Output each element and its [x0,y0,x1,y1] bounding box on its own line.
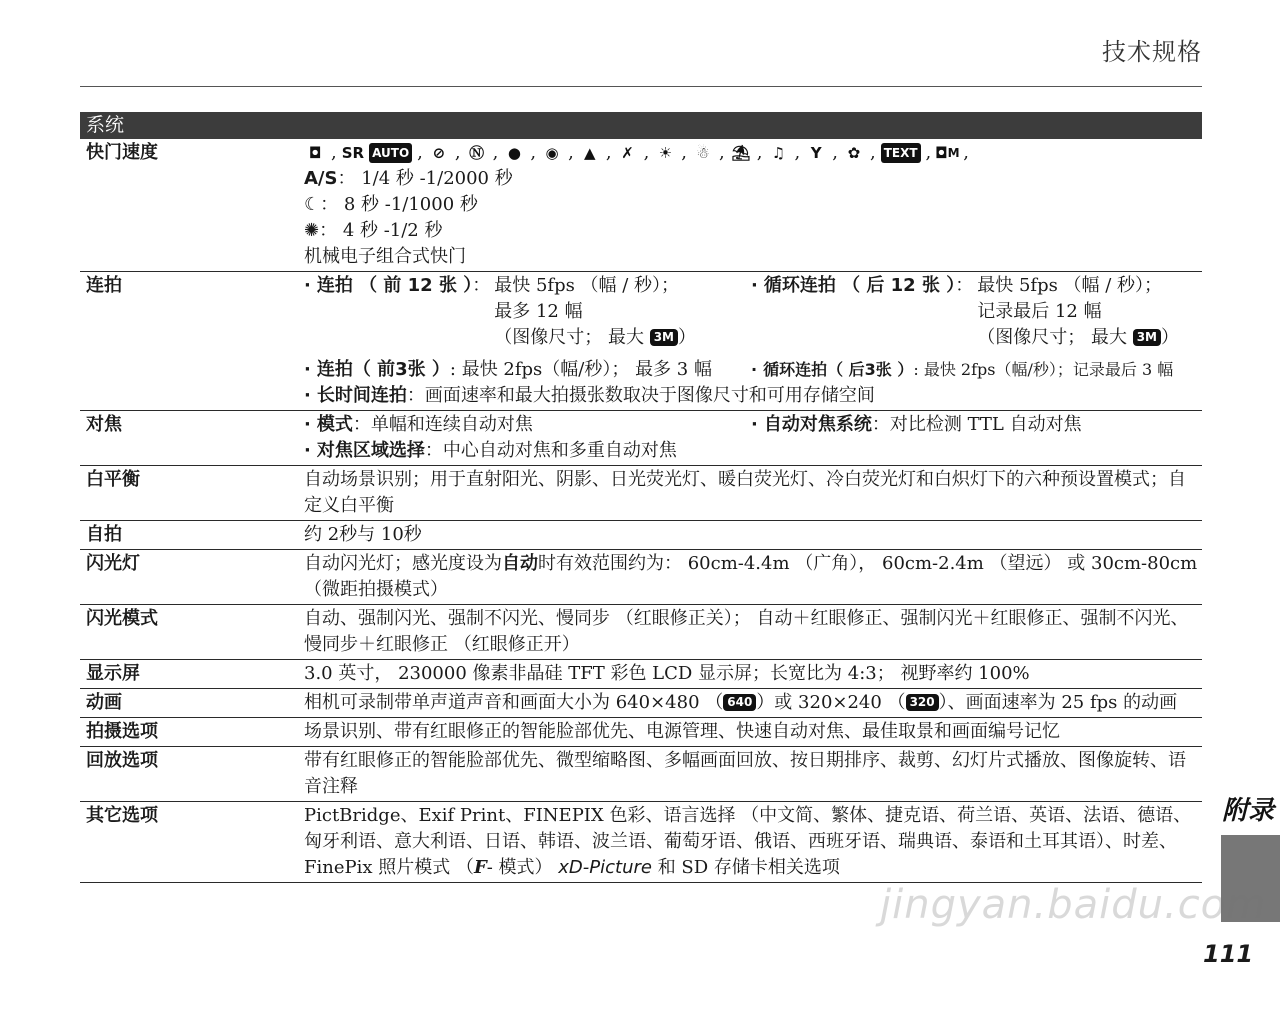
no-flash-icon: ⊘ [432,144,446,162]
header-rule [80,86,1202,87]
spec-value: · 模式：单幅和连续自动对焦 · 自动对焦系统：对比检测 TTL 自动对焦 · 对焦区域选择：中心自动对焦和多重自动对焦 [304,414,1082,461]
beach-icon: ⛱ [731,144,751,162]
spec-row-self-timer [80,521,1202,550]
continuous-e-label: 长时间连拍 [316,385,407,406]
continuous-c-label: 连拍（ 前3张 ） [316,359,450,380]
320-size-icon: 320 [906,694,939,711]
spec-label: 其它选项 [86,805,158,826]
spec-row-flash [80,550,1202,605]
spec-label: 快门速度 [86,142,158,163]
party-music-icon: ♫ [771,144,786,162]
appendix-label: 附录 [1222,796,1275,826]
continuous-b-label: 循环连拍 （ 后 12 张 ） [763,275,956,296]
spec-label: 拍摄选项 [86,721,158,742]
flash-text-b: 时有效范围约为： 60cm-4.4m （广角）， 60cm-2.4m （望远） 或 30cm-80cm （微距拍摄模式） [304,553,1198,600]
spec-value [304,550,1202,604]
scene-mode-icons: ◘ , SR AUTO , ⊘ , Ⓝ , ● , ◉ , ▲ , ✗ , ☀ , ☃ , ⛱ , ♫ , Y , ✿ , TEXT , ◘ M , [304,140,1198,166]
spec-value [304,272,1202,410]
continuous-d-value: 最快 2fps（幅/秒）；记录最后 3 幅 [923,360,1174,379]
640-size-icon: 640 [723,694,756,711]
shutter-range-as [304,166,1198,192]
spec-table [80,112,1202,883]
spec-label: 连拍 [86,275,122,296]
text-icon: TEXT [881,143,921,163]
spec-row-focus [80,411,1202,466]
movie-text-b: ）或 320×240 （ [756,692,906,713]
spec-value: 带有红眼修正的智能脸部优先、微型缩略图、多幅画面回放、按日期排序、裁剪、幻灯片式播放、图像旋转、语音注释 [304,750,1186,797]
cocktail-icon: Y [810,144,822,162]
page-title: 技术规格 [1102,38,1202,66]
spec-row-shutter [80,139,1202,272]
spec-row-monitor [80,660,1202,689]
landscape-icon: ◉ [545,144,559,162]
spec-row-shooting-options [80,718,1202,747]
shutter-as-value: ： 1/4 秒 -1/2000 秒 [337,168,513,189]
spec-label: 自拍 [86,524,122,545]
other-text-a: PictBridge、Exif Print、FINEPIX 色彩、语言选择 （中文简、繁体、捷克语、荷兰语、英语、法语、德语、匈牙利语、意大利语、日语、韩语、波兰语、葡萄牙语、俄语、西班牙语、瑞典语、泰语和土耳其语）、时差、FinePix 照片模式 （ [304,805,1192,878]
spec-value: 约 2秒与 10秒 [304,524,422,545]
continuous-d-label: 循环连拍（ 后3张 ） [763,360,914,379]
continuous-a-size: （图像尺寸； 最大 [494,327,644,348]
as-mode-icon: A/S [304,168,338,189]
page-number: 111 [1203,940,1254,968]
spec-row-white-balance [80,466,1202,521]
focus-mode-label: 模式 [316,414,353,435]
continuous-a-speed: 最快 5fps （幅 / 秒）； [494,275,680,296]
spec-value: 自动场景识别；用于直射阳光、阴影、日光荧光灯、暖白荧光灯、冷白荧光灯和白炽灯下的六种预设置模式；自定义白平衡 [304,469,1186,516]
sport-icon: ✗ [621,144,634,162]
spec-row-playback-options [80,747,1202,802]
continuous-c-value: 最快 2fps（幅/秒）； 最多 3 幅 [461,359,712,380]
spec-value: 场景识别、带有红眼修正的智能脸部优先、电源管理、快速自动对焦、最佳取景和画面编号记忆 [304,721,1060,742]
3m-size-icon: 3M [1133,329,1161,346]
spec-value [304,689,1202,717]
flash-text-a: 自动闪光灯；感光度设为 [304,553,502,574]
spec-row-continuous [80,272,1202,411]
spec-label: 闪光模式 [86,608,158,629]
shutter-range-fireworks [304,218,1198,244]
other-text-c: 和 SD 存储卡相关选项 [651,857,840,878]
portrait-icon: ● [507,144,521,162]
section-header: 系统 [80,112,1202,139]
3m-size-icon: 3M [650,329,678,346]
natural-light-icon: Ⓝ [469,144,485,162]
sunset-icon: ☀ [658,144,673,162]
spec-label: 闪光灯 [86,553,140,574]
spec-row-other-options [80,802,1202,883]
continuous-e-value: 画面速率和最大拍摄张数取决于图像尺寸和可用存储空间 [424,385,875,406]
snow-icon: ☃ [696,144,710,162]
spec-value [304,802,1202,882]
night-mode-icon: ☾ [304,194,321,215]
watermark: jingyan.baidu.com [880,882,1267,928]
spec-label: 白平衡 [86,469,140,490]
manual-camera-icon: ◘ M [936,143,958,163]
spec-value [304,139,1202,271]
continuous-mid: · 连拍（ 前3张 ）: 最快 2fps（幅/秒）； 最多 3 幅 · 循环连拍（ 后3张 ）: 最快 2fps（幅/秒）；记录最后 3 幅 [304,359,1174,380]
spec-value: 自动、强制闪光、强制不闪光、慢同步 （红眼修正关）； 自动＋红眼修正、强制闪光＋红眼修正、强制不闪光、慢同步＋红眼修正 （红眼修正开） [304,608,1189,655]
af-system-label: 自动对焦系统 [763,414,872,435]
mountain-icon: ▲ [584,144,596,162]
spec-row-flash-mode [80,605,1202,660]
continuous-b-max: 记录最后 12 幅 [977,301,1102,322]
other-text-b: - 模式） [486,857,559,878]
focus-area-label: 对焦区域选择 [316,440,425,461]
manual-m-label: M [947,146,960,160]
continuous-top: · 连拍 （ 前 12 张 ）： 最快 5fps （幅 / 秒）； 最多 12 幅 （图像尺寸； 最大 3M ） · 循环连拍 （ 后 12 张 ）： 最快 5fps （幅 / 秒）； 记录最后 12 幅 （图像尺寸； 最大 3M ） [304,275,1179,348]
continuous-a-max: 最多 12 幅 [494,301,583,322]
fireworks-icon: ✺ [304,220,320,241]
f-mode-icon: F [473,857,487,878]
continuous-b-size: （图像尺寸； 最大 [977,327,1127,348]
spec-label: 显示屏 [86,663,140,684]
spec-value: 3.0 英寸， 230000 像素非晶硅 TFT 彩色 LCD 显示屏；长宽比为 4:3； 视野率约 100% [304,663,1030,684]
camera-icon: ◘ [308,144,322,162]
spec-row-movie [80,689,1202,718]
flower-icon: ✿ [847,144,861,162]
spec-label: 动画 [86,692,122,713]
af-system-value: 对比检测 TTL 自动对焦 [889,414,1082,435]
spec-label: 回放选项 [86,750,158,771]
shutter-night-value: ： 8 秒 -1/1000 秒 [320,194,478,215]
continuous-long: · 长时间连拍：画面速率和最大拍摄张数取决于图像尺寸和可用存储空间 [304,385,875,406]
spec-label: 对焦 [86,414,122,435]
xd-picture-label: xD-Picture [558,857,652,878]
shutter-type: 机械电子组合式快门 [304,246,466,267]
focus-mode-value: 单幅和连续自动对焦 [370,414,533,435]
sr-icon: SR [341,144,365,162]
continuous-a-label: 连拍 （ 前 12 张 ） [316,275,473,296]
auto-icon: AUTO [369,143,412,163]
continuous-b-speed: 最快 5fps （幅 / 秒）； [977,275,1163,296]
flash-auto-label: 自动 [502,553,538,574]
focus-area-value: 中心自动对焦和多重自动对焦 [442,440,677,461]
shutter-fireworks-value: ： 4 秒 -1/2 秒 [319,220,443,241]
movie-text-c: ）、画面速率为 25 fps 的动画 [938,692,1178,713]
movie-text-a: 相机可录制带单声道声音和画面大小为 640×480 （ [304,692,724,713]
shutter-range-night [304,192,1198,218]
